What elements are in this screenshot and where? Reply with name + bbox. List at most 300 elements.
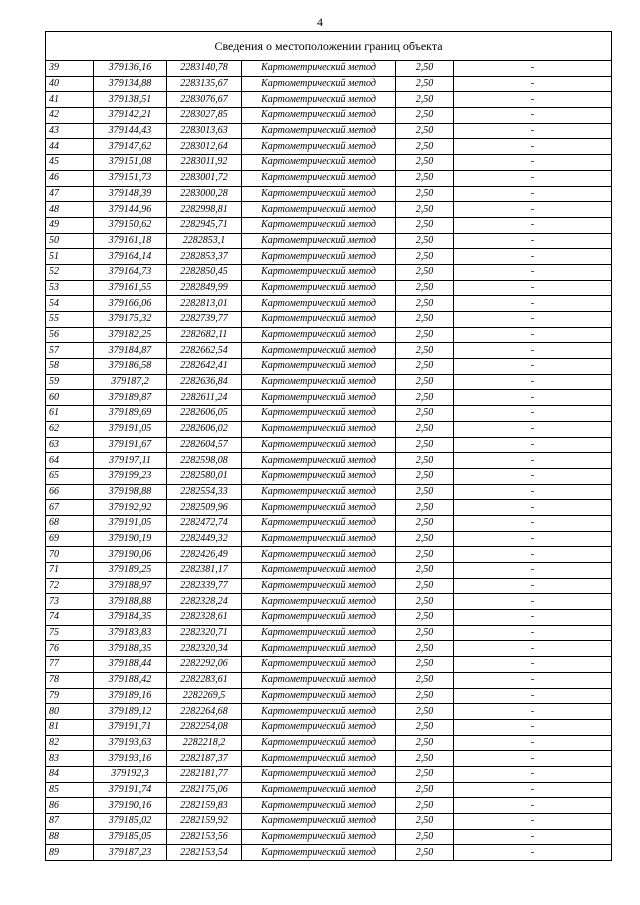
- table-row: [46, 202, 612, 218]
- description-cell: -: [454, 249, 612, 265]
- point-number-cell: 55: [46, 312, 94, 328]
- point-number-cell: 68: [46, 515, 94, 531]
- x-coordinate-cell: 379151,08: [94, 155, 167, 171]
- y-coordinate-cell: 2283012,64: [167, 139, 242, 155]
- method-cell: Картометрический метод: [242, 76, 396, 92]
- boundary-coordinates-table: [45, 31, 612, 861]
- method-cell: Картометрический метод: [242, 139, 396, 155]
- description-cell: -: [454, 688, 612, 704]
- description-cell: -: [454, 217, 612, 233]
- method-cell: Картометрический метод: [242, 296, 396, 312]
- y-coordinate-cell: 2282426,49: [167, 547, 242, 563]
- y-coordinate-cell: 2283001,72: [167, 170, 242, 186]
- y-coordinate-cell: 2282739,77: [167, 312, 242, 328]
- point-number-cell: 39: [46, 61, 94, 77]
- method-cell: Картометрический метод: [242, 845, 396, 861]
- description-cell: -: [454, 453, 612, 469]
- y-coordinate-cell: 2282636,84: [167, 374, 242, 390]
- x-coordinate-cell: 379191,05: [94, 421, 167, 437]
- method-cell: Картометрический метод: [242, 437, 396, 453]
- description-cell: -: [454, 264, 612, 280]
- method-cell: Картометрический метод: [242, 610, 396, 626]
- accuracy-cell: 2,50: [396, 766, 454, 782]
- description-cell: -: [454, 406, 612, 422]
- table-body: [46, 61, 612, 861]
- x-coordinate-cell: 379188,35: [94, 641, 167, 657]
- y-coordinate-cell: 2282153,54: [167, 845, 242, 861]
- point-number-cell: 72: [46, 578, 94, 594]
- y-coordinate-cell: 2282264,68: [167, 704, 242, 720]
- method-cell: Картометрический метод: [242, 814, 396, 830]
- description-cell: -: [454, 327, 612, 343]
- x-coordinate-cell: 379164,73: [94, 264, 167, 280]
- description-cell: -: [454, 751, 612, 767]
- method-cell: Картометрический метод: [242, 202, 396, 218]
- accuracy-cell: 2,50: [396, 280, 454, 296]
- accuracy-cell: 2,50: [396, 468, 454, 484]
- x-coordinate-cell: 379164,14: [94, 249, 167, 265]
- y-coordinate-cell: 2282853,37: [167, 249, 242, 265]
- description-cell: -: [454, 547, 612, 563]
- table-row: [46, 421, 612, 437]
- table-row: [46, 406, 612, 422]
- x-coordinate-cell: 379198,88: [94, 484, 167, 500]
- point-number-cell: 64: [46, 453, 94, 469]
- accuracy-cell: 2,50: [396, 672, 454, 688]
- accuracy-cell: 2,50: [396, 657, 454, 673]
- accuracy-cell: 2,50: [396, 719, 454, 735]
- description-cell: -: [454, 202, 612, 218]
- table-row: [46, 453, 612, 469]
- accuracy-cell: 2,50: [396, 202, 454, 218]
- method-cell: Картометрический метод: [242, 766, 396, 782]
- table-row: [46, 578, 612, 594]
- description-cell: -: [454, 578, 612, 594]
- x-coordinate-cell: 379182,25: [94, 327, 167, 343]
- y-coordinate-cell: 2282850,45: [167, 264, 242, 280]
- table-row: [46, 657, 612, 673]
- table-row: [46, 782, 612, 798]
- accuracy-cell: 2,50: [396, 515, 454, 531]
- x-coordinate-cell: 379191,74: [94, 782, 167, 798]
- point-number-cell: 43: [46, 123, 94, 139]
- table-row: [46, 280, 612, 296]
- x-coordinate-cell: 379150,62: [94, 217, 167, 233]
- y-coordinate-cell: 2282328,24: [167, 594, 242, 610]
- boundary-table-wrapper: [45, 31, 611, 861]
- description-cell: -: [454, 343, 612, 359]
- x-coordinate-cell: 379183,83: [94, 625, 167, 641]
- point-number-cell: 71: [46, 563, 94, 579]
- point-number-cell: 75: [46, 625, 94, 641]
- x-coordinate-cell: 379189,12: [94, 704, 167, 720]
- method-cell: Картометрический метод: [242, 563, 396, 579]
- y-coordinate-cell: 2282849,99: [167, 280, 242, 296]
- accuracy-cell: 2,50: [396, 798, 454, 814]
- y-coordinate-cell: 2282611,24: [167, 390, 242, 406]
- table-row: [46, 312, 612, 328]
- x-coordinate-cell: 379175,32: [94, 312, 167, 328]
- point-number-cell: 49: [46, 217, 94, 233]
- description-cell: -: [454, 280, 612, 296]
- y-coordinate-cell: 2282181,77: [167, 766, 242, 782]
- accuracy-cell: 2,50: [396, 249, 454, 265]
- table-row: [46, 531, 612, 547]
- accuracy-cell: 2,50: [396, 782, 454, 798]
- point-number-cell: 42: [46, 108, 94, 124]
- accuracy-cell: 2,50: [396, 233, 454, 249]
- method-cell: Картометрический метод: [242, 186, 396, 202]
- x-coordinate-cell: 379193,63: [94, 735, 167, 751]
- point-number-cell: 59: [46, 374, 94, 390]
- y-coordinate-cell: 2282642,41: [167, 359, 242, 375]
- description-cell: -: [454, 515, 612, 531]
- y-coordinate-cell: 2282381,17: [167, 563, 242, 579]
- table-row: [46, 217, 612, 233]
- point-number-cell: 57: [46, 343, 94, 359]
- point-number-cell: 51: [46, 249, 94, 265]
- table-row: [46, 437, 612, 453]
- y-coordinate-cell: 2282339,77: [167, 578, 242, 594]
- table-row: [46, 139, 612, 155]
- accuracy-cell: 2,50: [396, 108, 454, 124]
- accuracy-cell: 2,50: [396, 217, 454, 233]
- table-row: [46, 484, 612, 500]
- x-coordinate-cell: 379189,87: [94, 390, 167, 406]
- x-coordinate-cell: 379190,19: [94, 531, 167, 547]
- y-coordinate-cell: 2282604,57: [167, 437, 242, 453]
- method-cell: Картометрический метод: [242, 453, 396, 469]
- point-number-cell: 63: [46, 437, 94, 453]
- description-cell: -: [454, 186, 612, 202]
- method-cell: Картометрический метод: [242, 421, 396, 437]
- point-number-cell: 50: [46, 233, 94, 249]
- x-coordinate-cell: 379166,06: [94, 296, 167, 312]
- description-cell: -: [454, 312, 612, 328]
- table-row: [46, 829, 612, 845]
- method-cell: Картометрический метод: [242, 594, 396, 610]
- point-number-cell: 70: [46, 547, 94, 563]
- table-row: [46, 264, 612, 280]
- accuracy-cell: 2,50: [396, 704, 454, 720]
- point-number-cell: 86: [46, 798, 94, 814]
- y-coordinate-cell: 2282153,56: [167, 829, 242, 845]
- description-cell: -: [454, 421, 612, 437]
- x-coordinate-cell: 379192,3: [94, 766, 167, 782]
- method-cell: Картометрический метод: [242, 704, 396, 720]
- method-cell: Картометрический метод: [242, 500, 396, 516]
- y-coordinate-cell: 2283076,67: [167, 92, 242, 108]
- description-cell: -: [454, 155, 612, 171]
- point-number-cell: 77: [46, 657, 94, 673]
- method-cell: Картометрический метод: [242, 484, 396, 500]
- method-cell: Картометрический метод: [242, 547, 396, 563]
- method-cell: Картометрический метод: [242, 249, 396, 265]
- point-number-cell: 61: [46, 406, 94, 422]
- method-cell: Картометрический метод: [242, 515, 396, 531]
- description-cell: -: [454, 139, 612, 155]
- y-coordinate-cell: 2282187,37: [167, 751, 242, 767]
- point-number-cell: 62: [46, 421, 94, 437]
- y-coordinate-cell: 2283140,78: [167, 61, 242, 77]
- description-cell: -: [454, 735, 612, 751]
- point-number-cell: 83: [46, 751, 94, 767]
- point-number-cell: 76: [46, 641, 94, 657]
- x-coordinate-cell: 379188,88: [94, 594, 167, 610]
- description-cell: -: [454, 359, 612, 375]
- accuracy-cell: 2,50: [396, 61, 454, 77]
- point-number-cell: 56: [46, 327, 94, 343]
- table-title: Сведения о местоположении границ объекта: [46, 32, 612, 61]
- point-number-cell: 87: [46, 814, 94, 830]
- accuracy-cell: 2,50: [396, 76, 454, 92]
- accuracy-cell: 2,50: [396, 359, 454, 375]
- description-cell: -: [454, 500, 612, 516]
- point-number-cell: 54: [46, 296, 94, 312]
- accuracy-cell: 2,50: [396, 610, 454, 626]
- description-cell: -: [454, 829, 612, 845]
- table-row: [46, 343, 612, 359]
- y-coordinate-cell: 2282269,5: [167, 688, 242, 704]
- table-row: [46, 76, 612, 92]
- y-coordinate-cell: 2282328,61: [167, 610, 242, 626]
- accuracy-cell: 2,50: [396, 92, 454, 108]
- table-row: [46, 672, 612, 688]
- method-cell: Картометрический метод: [242, 798, 396, 814]
- description-cell: -: [454, 625, 612, 641]
- x-coordinate-cell: 379185,02: [94, 814, 167, 830]
- description-cell: -: [454, 437, 612, 453]
- table-row: [46, 515, 612, 531]
- method-cell: Картометрический метод: [242, 735, 396, 751]
- x-coordinate-cell: 379192,92: [94, 500, 167, 516]
- point-number-cell: 60: [46, 390, 94, 406]
- accuracy-cell: 2,50: [396, 170, 454, 186]
- x-coordinate-cell: 379186,58: [94, 359, 167, 375]
- y-coordinate-cell: 2282998,81: [167, 202, 242, 218]
- x-coordinate-cell: 379187,2: [94, 374, 167, 390]
- method-cell: Картометрический метод: [242, 782, 396, 798]
- description-cell: -: [454, 641, 612, 657]
- method-cell: Картометрический метод: [242, 390, 396, 406]
- method-cell: Картометрический метод: [242, 578, 396, 594]
- table-row: [46, 170, 612, 186]
- table-row: [46, 814, 612, 830]
- y-coordinate-cell: 2282682,11: [167, 327, 242, 343]
- x-coordinate-cell: 379185,05: [94, 829, 167, 845]
- table-row: [46, 704, 612, 720]
- accuracy-cell: 2,50: [396, 437, 454, 453]
- description-cell: -: [454, 814, 612, 830]
- x-coordinate-cell: 379189,69: [94, 406, 167, 422]
- point-number-cell: 44: [46, 139, 94, 155]
- y-coordinate-cell: 2282580,01: [167, 468, 242, 484]
- x-coordinate-cell: 379134,88: [94, 76, 167, 92]
- y-coordinate-cell: 2282218,2: [167, 735, 242, 751]
- method-cell: Картометрический метод: [242, 343, 396, 359]
- description-cell: -: [454, 672, 612, 688]
- description-cell: -: [454, 170, 612, 186]
- y-coordinate-cell: 2282449,32: [167, 531, 242, 547]
- accuracy-cell: 2,50: [396, 594, 454, 610]
- accuracy-cell: 2,50: [396, 312, 454, 328]
- accuracy-cell: 2,50: [396, 264, 454, 280]
- method-cell: Картометрический метод: [242, 280, 396, 296]
- description-cell: -: [454, 704, 612, 720]
- description-cell: -: [454, 484, 612, 500]
- accuracy-cell: 2,50: [396, 578, 454, 594]
- description-cell: -: [454, 563, 612, 579]
- x-coordinate-cell: 379199,23: [94, 468, 167, 484]
- description-cell: -: [454, 390, 612, 406]
- accuracy-cell: 2,50: [396, 186, 454, 202]
- y-coordinate-cell: 2282320,34: [167, 641, 242, 657]
- y-coordinate-cell: 2283135,67: [167, 76, 242, 92]
- accuracy-cell: 2,50: [396, 374, 454, 390]
- x-coordinate-cell: 379188,42: [94, 672, 167, 688]
- description-cell: -: [454, 594, 612, 610]
- method-cell: Картометрический метод: [242, 641, 396, 657]
- x-coordinate-cell: 379193,16: [94, 751, 167, 767]
- y-coordinate-cell: 2282662,54: [167, 343, 242, 359]
- x-coordinate-cell: 379136,16: [94, 61, 167, 77]
- method-cell: Картометрический метод: [242, 233, 396, 249]
- description-cell: -: [454, 61, 612, 77]
- description-cell: -: [454, 468, 612, 484]
- description-cell: -: [454, 782, 612, 798]
- y-coordinate-cell: 2283027,85: [167, 108, 242, 124]
- table-row: [46, 296, 612, 312]
- y-coordinate-cell: 2282813,01: [167, 296, 242, 312]
- point-number-cell: 82: [46, 735, 94, 751]
- point-number-cell: 53: [46, 280, 94, 296]
- accuracy-cell: 2,50: [396, 139, 454, 155]
- point-number-cell: 73: [46, 594, 94, 610]
- y-coordinate-cell: 2282292,06: [167, 657, 242, 673]
- accuracy-cell: 2,50: [396, 814, 454, 830]
- description-cell: -: [454, 233, 612, 249]
- table-row: [46, 233, 612, 249]
- y-coordinate-cell: 2282554,33: [167, 484, 242, 500]
- method-cell: Картометрический метод: [242, 170, 396, 186]
- point-number-cell: 88: [46, 829, 94, 845]
- accuracy-cell: 2,50: [396, 845, 454, 861]
- method-cell: Картометрический метод: [242, 155, 396, 171]
- x-coordinate-cell: 379190,16: [94, 798, 167, 814]
- point-number-cell: 66: [46, 484, 94, 500]
- y-coordinate-cell: 2282472,74: [167, 515, 242, 531]
- point-number-cell: 74: [46, 610, 94, 626]
- point-number-cell: 89: [46, 845, 94, 861]
- method-cell: Картометрический метод: [242, 531, 396, 547]
- accuracy-cell: 2,50: [396, 563, 454, 579]
- accuracy-cell: 2,50: [396, 343, 454, 359]
- x-coordinate-cell: 379189,16: [94, 688, 167, 704]
- table-row: [46, 688, 612, 704]
- table-row: [46, 61, 612, 77]
- description-cell: -: [454, 657, 612, 673]
- method-cell: Картометрический метод: [242, 312, 396, 328]
- method-cell: Картометрический метод: [242, 625, 396, 641]
- accuracy-cell: 2,50: [396, 421, 454, 437]
- x-coordinate-cell: 379142,21: [94, 108, 167, 124]
- method-cell: Картометрический метод: [242, 61, 396, 77]
- description-cell: -: [454, 123, 612, 139]
- method-cell: Картометрический метод: [242, 751, 396, 767]
- y-coordinate-cell: 2282945,71: [167, 217, 242, 233]
- accuracy-cell: 2,50: [396, 547, 454, 563]
- table-row: [46, 845, 612, 861]
- method-cell: Картометрический метод: [242, 672, 396, 688]
- method-cell: Картометрический метод: [242, 829, 396, 845]
- x-coordinate-cell: 379191,05: [94, 515, 167, 531]
- table-row: [46, 155, 612, 171]
- point-number-cell: 67: [46, 500, 94, 516]
- method-cell: Картометрический метод: [242, 657, 396, 673]
- y-coordinate-cell: 2283013,63: [167, 123, 242, 139]
- description-cell: -: [454, 845, 612, 861]
- x-coordinate-cell: 379184,87: [94, 343, 167, 359]
- method-cell: Картометрический метод: [242, 688, 396, 704]
- description-cell: -: [454, 719, 612, 735]
- y-coordinate-cell: 2282606,05: [167, 406, 242, 422]
- point-number-cell: 80: [46, 704, 94, 720]
- x-coordinate-cell: 379190,06: [94, 547, 167, 563]
- description-cell: -: [454, 296, 612, 312]
- accuracy-cell: 2,50: [396, 327, 454, 343]
- table-row: [46, 563, 612, 579]
- page-number: 4: [317, 15, 323, 29]
- point-number-cell: 65: [46, 468, 94, 484]
- x-coordinate-cell: 379191,67: [94, 437, 167, 453]
- table-row: [46, 798, 612, 814]
- method-cell: Картометрический метод: [242, 92, 396, 108]
- method-cell: Картометрический метод: [242, 264, 396, 280]
- description-cell: -: [454, 531, 612, 547]
- method-cell: Картометрический метод: [242, 108, 396, 124]
- table-row: [46, 468, 612, 484]
- table-row: [46, 610, 612, 626]
- table-row: [46, 123, 612, 139]
- method-cell: Картометрический метод: [242, 406, 396, 422]
- method-cell: Картометрический метод: [242, 719, 396, 735]
- x-coordinate-cell: 379161,18: [94, 233, 167, 249]
- accuracy-cell: 2,50: [396, 641, 454, 657]
- accuracy-cell: 2,50: [396, 688, 454, 704]
- point-number-cell: 48: [46, 202, 94, 218]
- table-row: [46, 719, 612, 735]
- table-row: [46, 751, 612, 767]
- accuracy-cell: 2,50: [396, 751, 454, 767]
- accuracy-cell: 2,50: [396, 484, 454, 500]
- y-coordinate-cell: 2282159,83: [167, 798, 242, 814]
- y-coordinate-cell: 2282598,08: [167, 453, 242, 469]
- point-number-cell: 47: [46, 186, 94, 202]
- point-number-cell: 81: [46, 719, 94, 735]
- y-coordinate-cell: 2282283,61: [167, 672, 242, 688]
- point-number-cell: 85: [46, 782, 94, 798]
- y-coordinate-cell: 2282254,08: [167, 719, 242, 735]
- description-cell: -: [454, 108, 612, 124]
- method-cell: Картометрический метод: [242, 359, 396, 375]
- point-number-cell: 84: [46, 766, 94, 782]
- x-coordinate-cell: 379144,96: [94, 202, 167, 218]
- accuracy-cell: 2,50: [396, 453, 454, 469]
- point-number-cell: 58: [46, 359, 94, 375]
- point-number-cell: 69: [46, 531, 94, 547]
- y-coordinate-cell: 2282853,1: [167, 233, 242, 249]
- method-cell: Картометрический метод: [242, 217, 396, 233]
